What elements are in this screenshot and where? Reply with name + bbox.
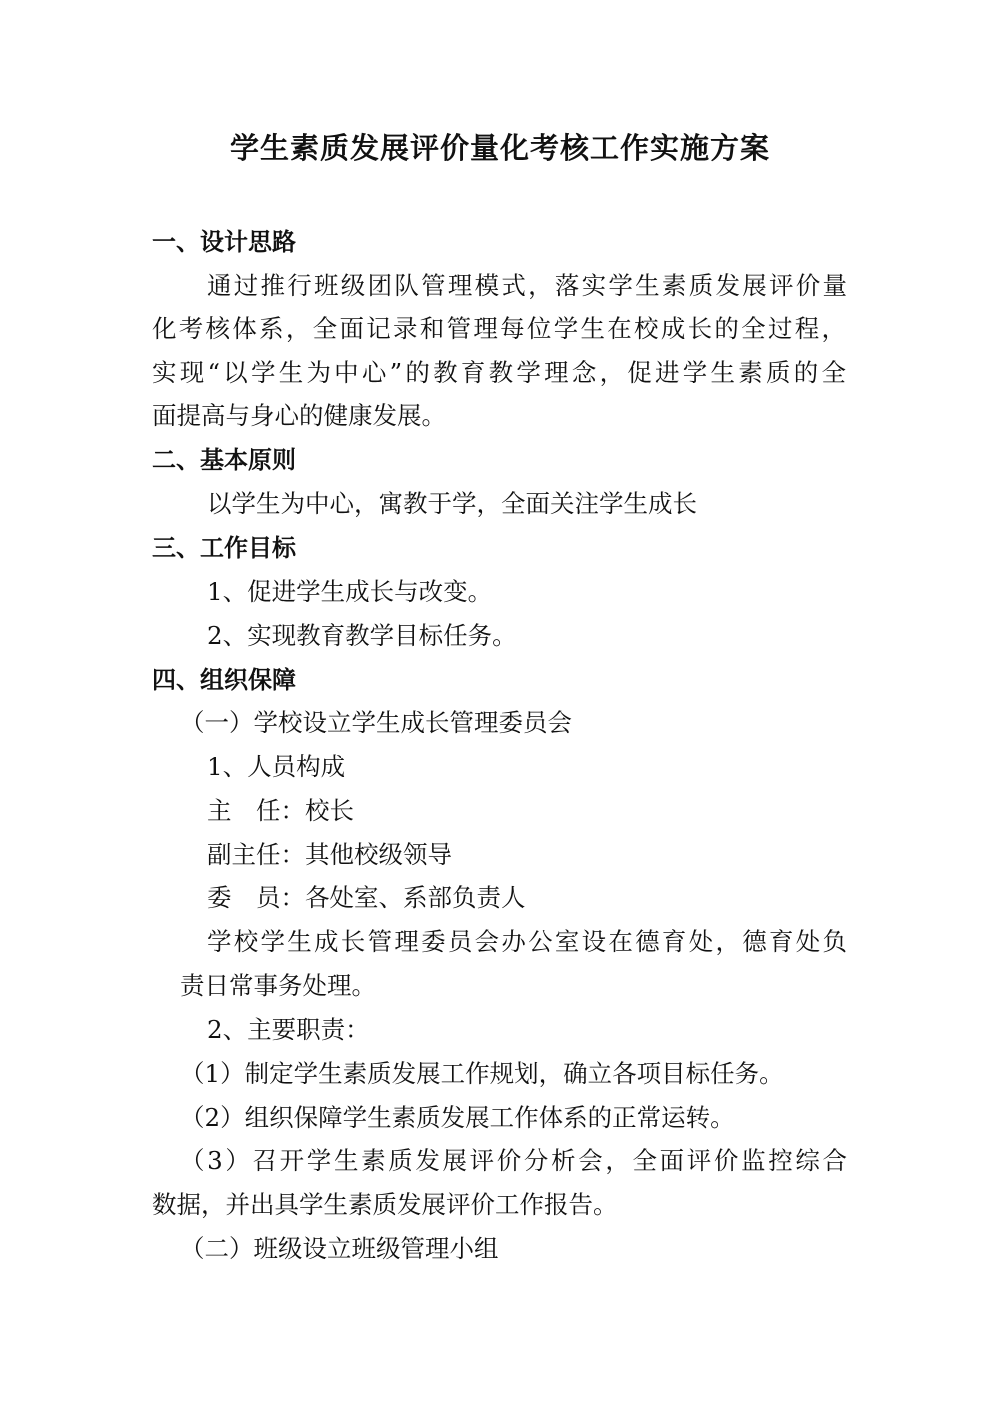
- section-heading-principles: 二、基本原则: [152, 446, 296, 474]
- paragraph-line: 责日常事务处理。: [180, 971, 376, 1000]
- section-heading-organization: 四、组织保障: [152, 666, 296, 694]
- paragraph-line: 化考核体系，全面记录和管理每位学生在校成长的全过程，: [152, 314, 846, 343]
- duty-item: （3）召开学生素质发展评价分析会，全面评价监控综合: [180, 1146, 847, 1175]
- list-item: 2、实现教育教学目标任务。: [207, 621, 517, 650]
- role-line-director: 主 任：校长: [207, 796, 354, 825]
- paragraph-line: 以学生为中心，寓教于学，全面关注学生成长: [207, 489, 697, 518]
- section-heading-goals: 三、工作目标: [152, 534, 296, 562]
- subsection-heading: （一）学校设立学生成长管理委员会: [180, 708, 572, 737]
- paragraph-line: 实现“以学生为中心”的教育教学理念，促进学生素质的全: [152, 358, 846, 387]
- list-item: 1、促进学生成长与改变。: [207, 577, 493, 606]
- list-item: 2、主要职责：: [207, 1015, 370, 1044]
- paragraph-line: 数据，并出具学生素质发展评价工作报告。: [152, 1190, 618, 1219]
- paragraph-line: 面提高与身心的健康发展。: [152, 401, 446, 430]
- paragraph-line: 学校学生成长管理委员会办公室设在德育处，德育处负: [207, 927, 847, 956]
- role-line-members: 委 员：各处室、系部负责人: [207, 883, 526, 912]
- duty-item: （2）组织保障学生素质发展工作体系的正常运转。: [180, 1103, 735, 1132]
- document-title: 学生素质发展评价量化考核工作实施方案: [229, 131, 770, 165]
- role-line-deputy: 副主任：其他校级领导: [207, 840, 452, 869]
- subsection-heading: （二）班级设立班级管理小组: [180, 1234, 499, 1263]
- section-heading-design: 一、设计思路: [152, 228, 296, 256]
- list-item: 1、人员构成: [207, 752, 346, 781]
- duty-item: （1）制定学生素质发展工作规划，确立各项目标任务。: [180, 1059, 784, 1088]
- paragraph-line: 通过推行班级团队管理模式，落实学生素质发展评价量: [207, 271, 847, 300]
